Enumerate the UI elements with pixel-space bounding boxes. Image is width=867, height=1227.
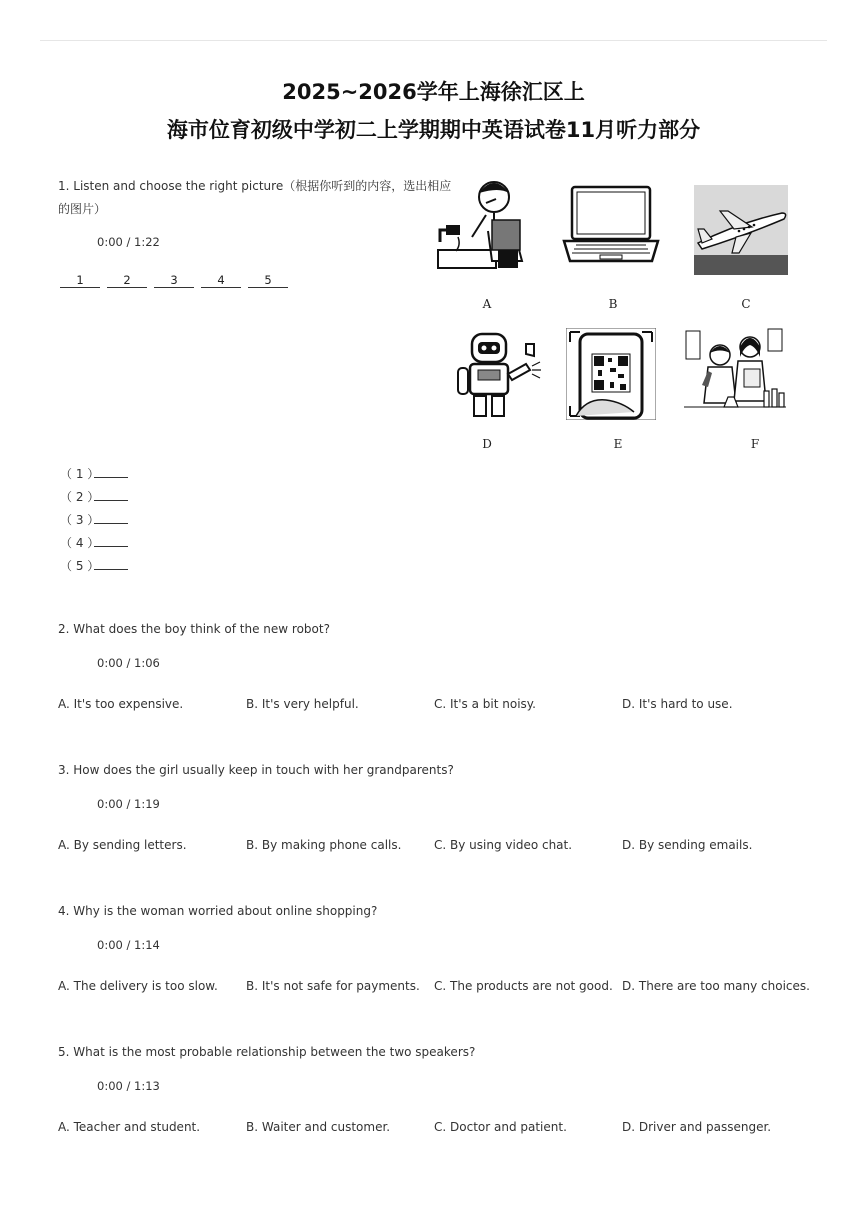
answer-number: （ 3 ） xyxy=(60,513,100,527)
q4-option-c[interactable]: C. The products are not good. xyxy=(434,979,613,993)
picture-a-label: A xyxy=(482,297,492,311)
answer-number: （ 1 ） xyxy=(60,467,100,481)
q5-option-c[interactable]: C. Doctor and patient. xyxy=(434,1120,567,1134)
answer-blank[interactable] xyxy=(94,536,128,547)
boy-brushing-teeth-icon xyxy=(436,175,536,270)
q3-option-b[interactable]: B. By making phone calls. xyxy=(246,838,402,852)
answer-blank[interactable] xyxy=(94,513,128,524)
airplane-icon xyxy=(694,185,788,275)
answer-blank[interactable] xyxy=(94,490,128,501)
q2-option-a[interactable]: A. It's too expensive. xyxy=(58,697,184,711)
picture-c-label: C xyxy=(741,297,751,311)
answer-line-5[interactable] xyxy=(60,557,128,574)
blank-1: 1 xyxy=(60,274,100,288)
q5-option-a[interactable]: A. Teacher and student. xyxy=(58,1120,201,1134)
q2-audio-player[interactable]: 0:00 / 1:06 xyxy=(97,656,160,670)
page-title-line1: 2025~2026学年上海徐汇区上 xyxy=(282,80,585,104)
answer-number: （ 5 ） xyxy=(60,559,100,573)
q3-text: 3. How does the girl usually keep in touch with her grandparents? xyxy=(58,763,454,777)
q3-audio-player[interactable]: 0:00 / 1:19 xyxy=(97,797,160,811)
q5-option-b[interactable]: B. Waiter and customer. xyxy=(246,1120,391,1134)
q2-option-c[interactable]: C. It's a bit noisy. xyxy=(434,697,536,711)
q4-option-d[interactable]: D. There are too many choices. xyxy=(622,979,810,993)
blank-2: 2 xyxy=(107,274,147,288)
page-title-line2: 海市位育初级中学初二上学期期中英语试卷11月听力部分 xyxy=(166,118,701,142)
answer-number: （ 2 ） xyxy=(60,490,100,504)
students-lab-icon xyxy=(684,325,786,423)
robot-icon xyxy=(452,330,542,420)
answer-blank[interactable] xyxy=(94,467,128,478)
q4-option-a[interactable]: A. The delivery is too slow. xyxy=(58,979,218,993)
laptop-icon xyxy=(562,185,660,267)
picture-f xyxy=(684,325,786,427)
q5-audio-player[interactable]: 0:00 / 1:13 xyxy=(97,1079,160,1093)
q4-audio-player[interactable]: 0:00 / 1:14 xyxy=(97,938,160,952)
picture-d-label: D xyxy=(482,437,492,451)
answer-line-2[interactable] xyxy=(60,488,128,505)
q1-blanks xyxy=(60,274,288,288)
blank-4: 4 xyxy=(201,274,241,288)
q2-option-d[interactable]: D. It's hard to use. xyxy=(622,697,733,711)
answer-number: （ 4 ） xyxy=(60,536,100,550)
answer-blank[interactable] xyxy=(94,559,128,570)
q3-option-d[interactable]: D. By sending emails. xyxy=(622,838,753,852)
blank-5: 5 xyxy=(248,274,288,288)
picture-b xyxy=(562,185,660,271)
picture-e xyxy=(566,328,656,424)
picture-e-label: E xyxy=(613,437,623,451)
q2-option-b[interactable]: B. It's very helpful. xyxy=(246,697,359,711)
picture-a xyxy=(436,175,536,274)
q1-text-line2: 的图片） xyxy=(58,202,107,216)
picture-f-label: F xyxy=(750,437,760,451)
top-divider xyxy=(40,40,827,41)
q1-text-line1: 1. Listen and choose the right picture（根据你听到的内容，选出相应 xyxy=(58,179,452,193)
q1-audio-player[interactable]: 0:00 / 1:22 xyxy=(97,235,160,249)
q5-text: 5. What is the most probable relationship between the two speakers? xyxy=(58,1045,476,1059)
q4-text: 4. Why is the woman worried about online shopping? xyxy=(58,904,378,918)
q5-option-d[interactable]: D. Driver and passenger. xyxy=(622,1120,772,1134)
q4-option-b[interactable]: B. It's not safe for payments. xyxy=(246,979,420,993)
answer-line-3[interactable] xyxy=(60,511,128,528)
q3-option-c[interactable]: C. By using video chat. xyxy=(434,838,573,852)
picture-b-label: B xyxy=(608,297,618,311)
picture-c xyxy=(694,185,788,279)
answer-line-1[interactable] xyxy=(60,465,128,482)
picture-d xyxy=(452,330,542,424)
qr-code-phone-icon xyxy=(566,328,656,420)
blank-3: 3 xyxy=(154,274,194,288)
answer-line-4[interactable] xyxy=(60,534,128,551)
q3-option-a[interactable]: A. By sending letters. xyxy=(58,838,187,852)
q2-text: 2. What does the boy think of the new robot? xyxy=(58,622,330,636)
